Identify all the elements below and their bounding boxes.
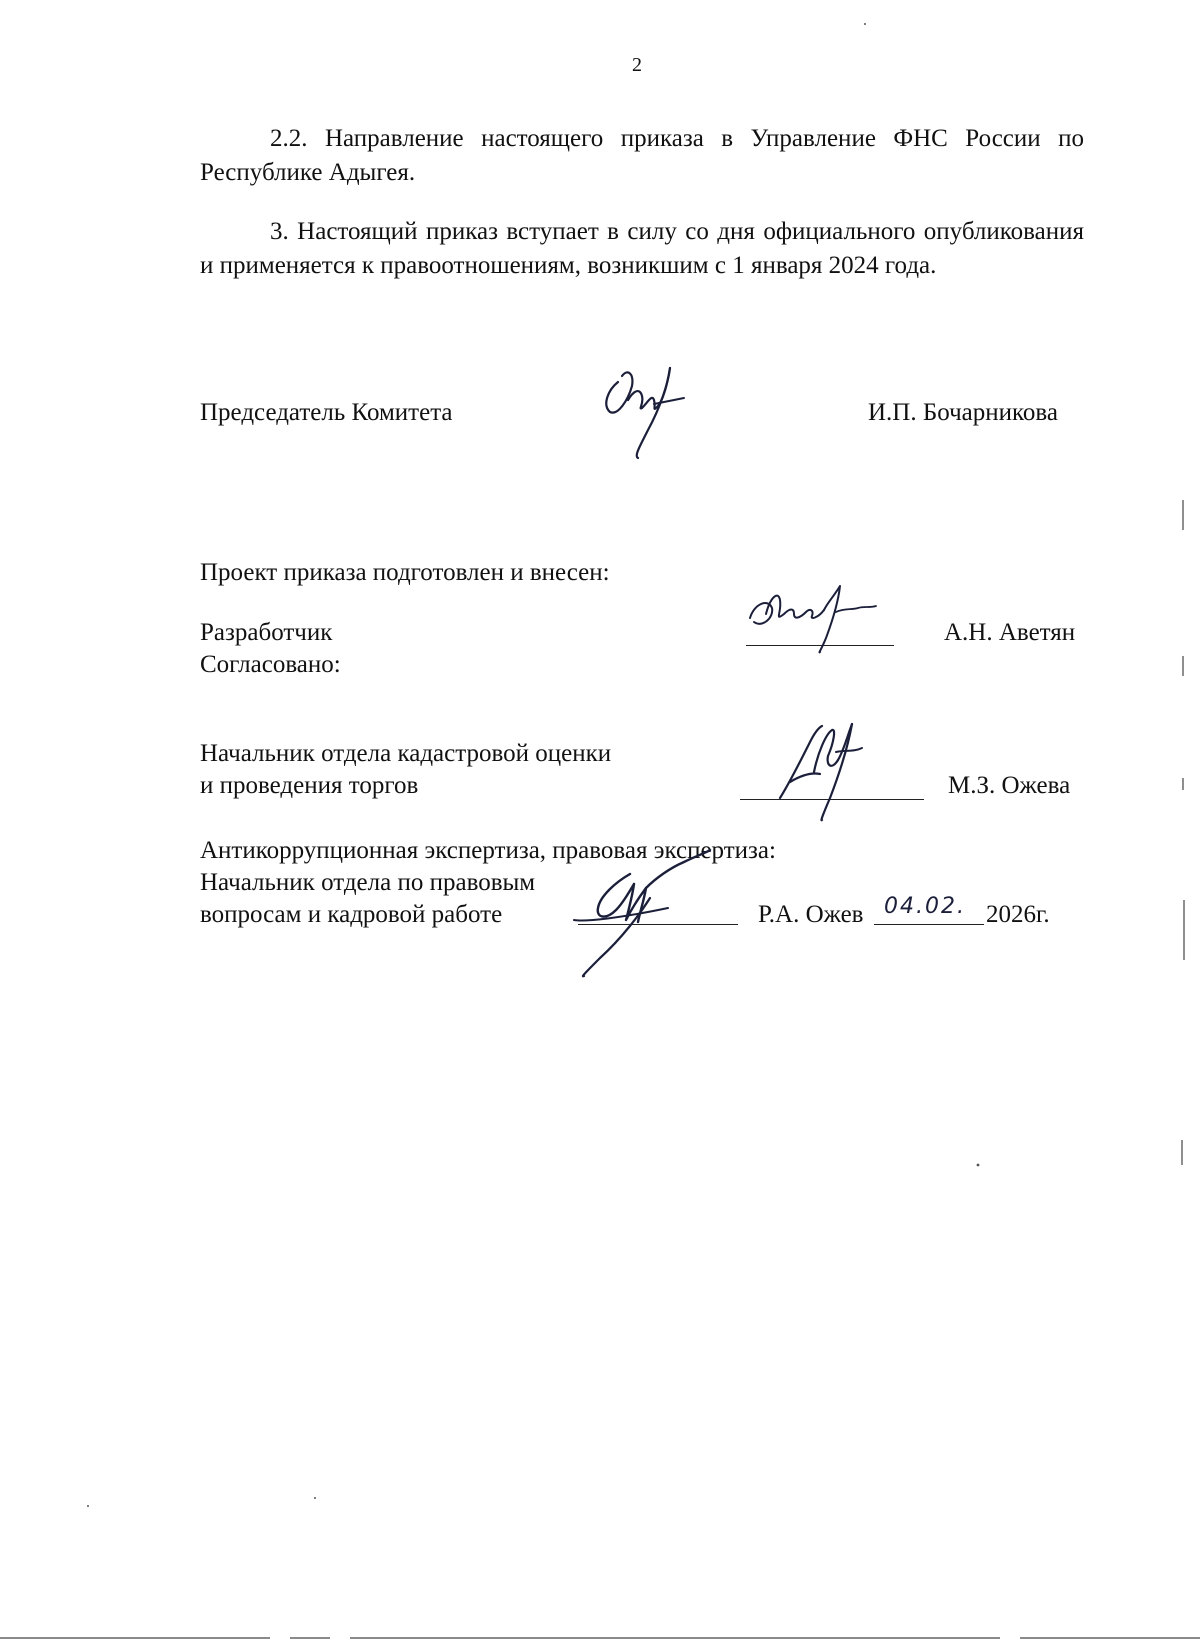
paragraph-2-2-text: 2.2. Направление настоящего приказа в Управление ФНС России по Республике Адыгея.: [200, 125, 1084, 186]
legal-name: Р.А. Ожев: [758, 901, 864, 928]
cadastre-title-line2: и проведения торгов: [200, 772, 419, 799]
agreed-label: Согласовано:: [200, 651, 341, 678]
project-heading: Проект приказа подготовлен и внесен:: [200, 559, 610, 586]
cadastre-name: М.З. Ожева: [948, 772, 1071, 799]
legal-heading: Антикоррупционная экспертиза, правовая экспертиза:: [200, 837, 776, 864]
cadastre-title-line1: Начальник отдела кадастровой оценки: [200, 740, 612, 767]
developer-name: А.Н. Аветян: [944, 619, 1076, 646]
legal-title-line1: Начальник отдела по правовым: [200, 869, 536, 896]
paragraph-3-text: 3. Настоящий приказ вступает в силу со дня официального опубликования и применяется к правоотношениям, возникшим с 1 января 2024 года.: [200, 218, 1084, 279]
developer-label: Разработчик: [200, 619, 333, 646]
chair-name: И.П. Бочарникова: [868, 399, 1058, 426]
chair-title: Председатель Комитета: [200, 399, 453, 426]
legal-date-year: 2026г.: [986, 901, 1050, 928]
legal-handwritten-date: 04.02.: [884, 894, 966, 919]
page-number: 2: [632, 54, 642, 76]
legal-title-line2: вопросам и кадровой работе: [200, 901, 503, 928]
